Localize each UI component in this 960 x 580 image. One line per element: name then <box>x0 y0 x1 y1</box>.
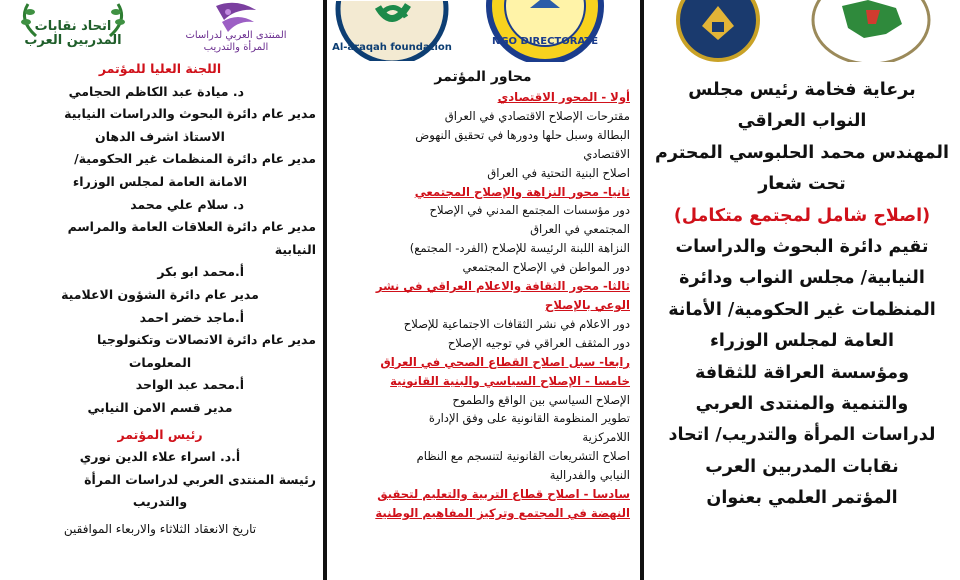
committee-line: مدير عام دائرة الاتصالات وتكنولوجيا <box>97 332 316 348</box>
sponsorship-line: المنظمات غير الحكومية/ الأمانة <box>668 299 936 320</box>
committee-line: اللجنة العليا للمؤتمر <box>98 61 222 76</box>
arab-forum-caption-1: المنتدى العربي لدراسات <box>185 30 287 41</box>
conference-axes-column <box>328 58 638 580</box>
axis-line: دور الاعلام في نشر الثقافات الاجتماعية للإصلاح <box>403 316 630 331</box>
axis-line: النيابي والفدرالية <box>549 468 630 483</box>
iraq-map-icon <box>806 0 936 62</box>
column-divider-right <box>640 0 644 580</box>
committee-line: مدير عام دائرة العلاقات العامة والمراسم <box>67 219 316 235</box>
committee-line: المعلومات <box>128 354 192 370</box>
arab-forum-caption-2: المرأة والتدريب <box>203 42 269 53</box>
slogan-line: (اصلاح شامل لمجتمع متكامل) <box>673 205 931 226</box>
sponsorship-line: النواب العراقي <box>737 111 867 132</box>
committee-line: مدير عام دائرة المنظمات غير الحكومية/ <box>74 151 316 167</box>
iraq-emblem-logo <box>664 0 772 62</box>
sponsorship-line: تقيم دائرة البحوث والدراسات <box>675 237 929 258</box>
committee-line: د. ميادة عبد الكاظم الحجامي <box>68 83 244 99</box>
sponsorship-line: والتنمية والمنتدى العربي <box>695 394 909 415</box>
axis-line: ثالثا- محور الثقافة والاعلام العراقي في نشر <box>375 279 630 294</box>
sponsorship-line: العامة لمجلس الوزراء <box>709 331 895 352</box>
alaraqah-caption: Al-araqah foundation <box>332 42 452 53</box>
ngo-directorate-logo <box>482 0 608 62</box>
sponsorship-line: ومؤسسة العراقة للثقافة <box>695 362 909 383</box>
sponsorship-line: نقابات المدربين العرب <box>705 456 899 477</box>
sponsorship-line: تحت شعار <box>758 174 846 195</box>
axis-line: دور مؤسسات المجتمع المدني في الإصلاح <box>429 203 630 218</box>
committee-line: رئيسة المنتدى العربي لدراسات المرأة <box>84 471 316 487</box>
committee-line: مدير عام دائرة البحوث والدراسات النيابية <box>64 106 316 122</box>
axis-line: الاقتصادي <box>583 146 630 161</box>
committee-line: مدير قسم الامن النيابي <box>87 399 233 415</box>
committee-line: د. سلام علي محمد <box>130 196 244 212</box>
axis-line: مقترحات الإصلاح الاقتصادي في العراق <box>444 108 630 123</box>
axis-line: خامسا - الإصلاح السياسي والبنية القانونية <box>390 373 630 388</box>
committee-line: أ.ماجد خضر احمد <box>139 309 244 325</box>
sponsorship-line: برعاية فخامة رئيس مجلس <box>688 80 916 100</box>
axis-line: سادسا - اصلاح قطاع التربية والتعليم لتحقيق <box>377 487 630 502</box>
axis-line: تطوير المنظومة القانونية على وفق الإدارة <box>428 411 630 426</box>
sponsorship-column <box>646 58 958 580</box>
parliament-map-logo <box>806 0 936 62</box>
axis-line: أولا - المحور الاقتصادي <box>497 90 630 104</box>
committee-line: مدير عام دائرة الشؤون الاعلامية <box>61 286 259 302</box>
column-divider-left <box>323 0 327 580</box>
sponsorship-line: لدراسات المرأة والتدريب/ اتحاد <box>668 425 936 446</box>
axis-line: المجتمعي في العراق <box>530 222 630 237</box>
axis-line: دور المواطن في الإصلاح المجتمعي <box>462 260 630 275</box>
axis-line: اصلاح البنية التحتية في العراق <box>487 165 630 180</box>
arab-trainers-union-caption-1: اتحاد نقابات <box>34 19 112 34</box>
iraq-eagle-emblem-icon <box>664 0 772 62</box>
committee-line: أ.محمد ابو بكر <box>157 264 244 280</box>
axis-line: النزاهة اللبنة الرئيسة للإصلاح (الفرد- المجتمع) <box>409 241 630 256</box>
arab-trainers-union-caption-2: المدربين العرب <box>24 33 122 48</box>
arab-forum-logo <box>176 0 296 62</box>
committee-line: أ.محمد عبد الواحد <box>135 377 244 393</box>
axis-line: البطالة وسبل حلها ودورها في تحقيق النهوض <box>415 127 630 142</box>
committee-line: والتدريب <box>132 494 188 510</box>
axis-line: دور المثقف العراقي في توجيه الإصلاح <box>447 335 630 350</box>
axis-line: اللامركزية <box>582 430 630 445</box>
committee-line: الامانة العامة لمجلس الوزراء <box>72 173 248 189</box>
axis-line: الإصلاح السياسي بين الواقع والطموح <box>452 392 630 407</box>
axis-line: اصلاح التشريعات القانونية لتنسجم مع النظام <box>416 449 630 464</box>
axis-line: النهضة في المجتمع وتركيز المفاهيم الوطنية <box>375 505 630 520</box>
axis-line: رابعا- سبل اصلاح القطاع الصحي في العراق <box>380 354 630 369</box>
alaraqah-foundation-logo <box>330 0 454 62</box>
ngo-caption: NGO DIRECTORATE <box>491 36 599 47</box>
sponsorship-line: المؤتمر العلمي بعنوان <box>706 488 898 509</box>
axis-line: الوعي بالإصلاح <box>545 297 630 312</box>
axes-heading: محاور المؤتمر <box>434 69 532 85</box>
conference-date-line: تاريخ الانعقاد الثلاثاء والاربعاء الموافقين <box>63 521 257 536</box>
committee-line: الاستاذ اشرف الدهان <box>95 128 225 144</box>
committee-column <box>0 58 322 580</box>
conference-president-heading: رئيس المؤتمر <box>117 426 203 442</box>
committee-line: أ.د. اسراء علاء الدين نوري <box>79 449 241 465</box>
arab-trainers-union-logo <box>8 0 138 62</box>
committee-line: النيابية <box>274 241 316 257</box>
axis-line: ثانيا- محور النزاهة والإصلاح المجتمعي <box>414 184 630 199</box>
ngo-seal-icon <box>482 0 608 62</box>
sponsorship-line: المهندس محمد الحلبوسي المحترم <box>655 142 949 163</box>
sponsorship-line: النيابية/ مجلس النواب ودائرة <box>679 268 925 289</box>
